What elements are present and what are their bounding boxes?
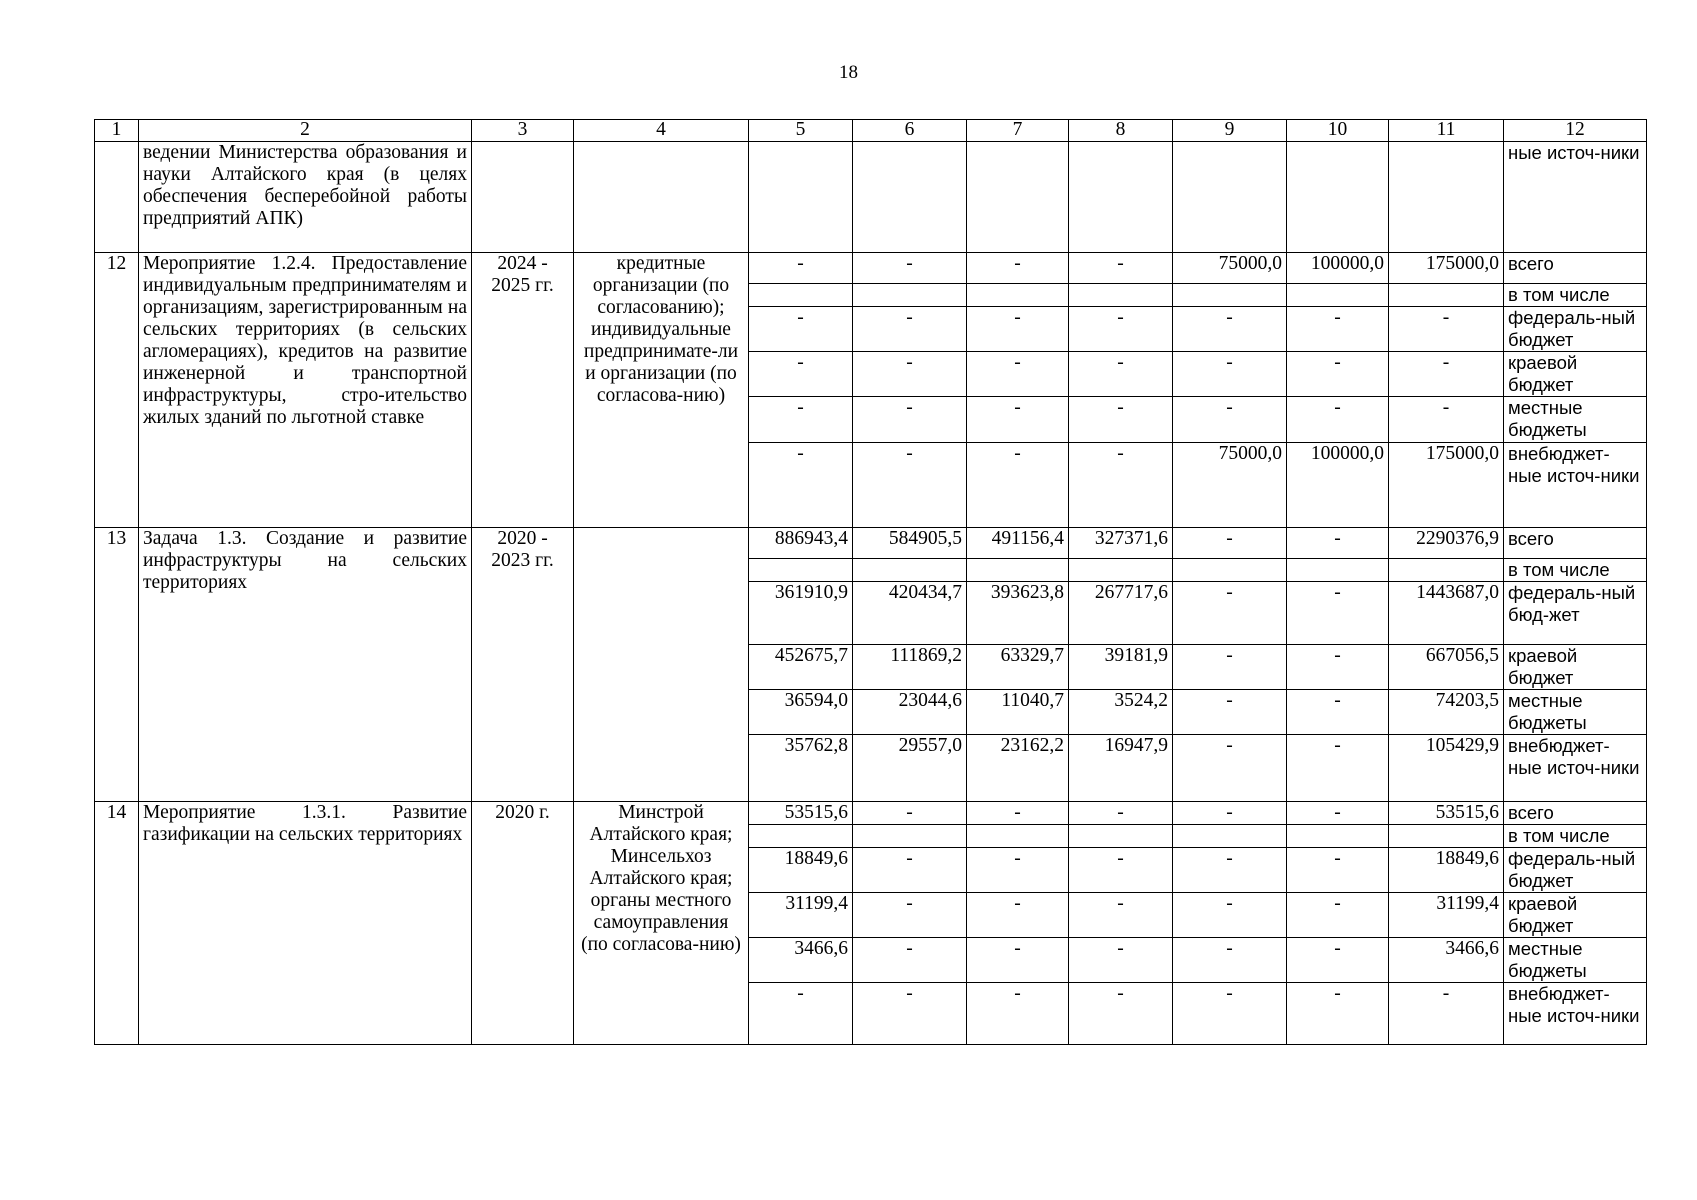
value-cell: 39181,9 [1069, 645, 1173, 690]
row-number-cell: 13 [95, 528, 139, 802]
value-cell: 886943,4 [749, 528, 853, 559]
value-cell [853, 559, 967, 582]
value-cell [967, 284, 1069, 307]
value-cell [1389, 142, 1504, 253]
value-cell: - [1287, 802, 1389, 825]
value-cell: - [967, 983, 1069, 1045]
row-number-cell: 12 [95, 253, 139, 528]
value-cell: - [853, 983, 967, 1045]
header-cell: 4 [574, 120, 749, 142]
value-cell: 420434,7 [853, 582, 967, 645]
header-cell: 8 [1069, 120, 1173, 142]
value-cell: - [967, 938, 1069, 983]
header-cell: 9 [1173, 120, 1287, 142]
funding-source-cell: всего [1504, 253, 1647, 284]
value-cell: - [749, 443, 853, 528]
value-cell [1173, 284, 1287, 307]
value-cell: - [749, 352, 853, 397]
page-number: 18 [839, 62, 858, 83]
funding-source-cell: внебюджет-ные источ-ники [1504, 443, 1647, 528]
value-cell: 63329,7 [967, 645, 1069, 690]
value-cell [1287, 825, 1389, 848]
value-cell: - [1173, 938, 1287, 983]
value-cell: 105429,9 [1389, 735, 1504, 802]
value-cell: 327371,6 [1069, 528, 1173, 559]
funding-source-cell: в том числе [1504, 559, 1647, 582]
executor-cell [574, 528, 749, 802]
value-cell: 35762,8 [749, 735, 853, 802]
value-cell: - [1389, 307, 1504, 352]
value-cell: - [1287, 582, 1389, 645]
value-cell: 31199,4 [1389, 893, 1504, 938]
funding-source-cell: местные бюджеты [1504, 690, 1647, 735]
value-cell: - [1173, 802, 1287, 825]
value-cell [853, 142, 967, 253]
value-cell: 2290376,9 [1389, 528, 1504, 559]
value-cell: - [1069, 848, 1173, 893]
financing-table [94, 119, 1647, 1045]
header-cell: 11 [1389, 120, 1504, 142]
value-cell: 75000,0 [1173, 253, 1287, 284]
funding-source-cell: краевой бюджет [1504, 645, 1647, 690]
value-cell: 175000,0 [1389, 443, 1504, 528]
value-cell [749, 142, 853, 253]
value-cell: - [1069, 893, 1173, 938]
executor-cell [574, 142, 749, 253]
value-cell: - [1287, 735, 1389, 802]
value-cell [1389, 284, 1504, 307]
value-cell [749, 284, 853, 307]
header-cell: 6 [853, 120, 967, 142]
value-cell: - [1389, 397, 1504, 443]
header-cell: 7 [967, 120, 1069, 142]
value-cell: 452675,7 [749, 645, 853, 690]
value-cell [749, 559, 853, 582]
value-cell: - [1287, 938, 1389, 983]
funding-source-cell: внебюджет-ные источ-ники [1504, 983, 1647, 1045]
value-cell: 29557,0 [853, 735, 967, 802]
value-cell: - [1287, 983, 1389, 1045]
value-cell [1287, 284, 1389, 307]
value-cell: - [1069, 352, 1173, 397]
activity-description: Мероприятие 1.2.4. Предоставление индивидуальным предпринимателям и организациям, зарегистрированным на сельских территориях (в сельских агломерациях), кредитов на развитие инженерной и транспортной инфраструктуры, стро-ительство жилых зданий по льготной ставке [139, 253, 472, 528]
activity-description: Мероприятие 1.3.1. Развитие газификации на сельских территориях [139, 802, 472, 1045]
funding-source-cell: в том числе [1504, 825, 1647, 848]
value-cell [967, 559, 1069, 582]
value-cell: - [1069, 443, 1173, 528]
value-cell: 75000,0 [1173, 443, 1287, 528]
funding-source-cell: в том числе [1504, 284, 1647, 307]
value-cell: 267717,6 [1069, 582, 1173, 645]
row-number-cell: 14 [95, 802, 139, 1045]
value-cell [1173, 825, 1287, 848]
value-cell: - [967, 307, 1069, 352]
value-cell: - [1389, 983, 1504, 1045]
value-cell [1287, 142, 1389, 253]
value-cell: 23044,6 [853, 690, 967, 735]
funding-source-cell: всего [1504, 528, 1647, 559]
value-cell: 175000,0 [1389, 253, 1504, 284]
value-cell [1069, 142, 1173, 253]
value-cell: - [1287, 352, 1389, 397]
period-cell [472, 142, 574, 253]
value-cell: - [1069, 938, 1173, 983]
value-cell: - [1173, 735, 1287, 802]
value-cell: 100000,0 [1287, 253, 1389, 284]
activity-row [95, 253, 1647, 284]
activity-row [95, 802, 1647, 825]
header-cell: 5 [749, 120, 853, 142]
value-cell: - [853, 848, 967, 893]
value-cell: - [1173, 397, 1287, 443]
value-cell: - [1173, 352, 1287, 397]
value-cell [853, 284, 967, 307]
value-cell: - [1173, 582, 1287, 645]
value-cell: - [1287, 893, 1389, 938]
value-cell: 18849,6 [749, 848, 853, 893]
value-cell: 31199,4 [749, 893, 853, 938]
header-cell: 2 [139, 120, 472, 142]
activity-description: ведении Министерства образования и науки Алтайского края (в целях обеспечения бесперебойной работы предприятий АПК) [139, 142, 472, 253]
header-cell: 12 [1504, 120, 1647, 142]
value-cell: - [1389, 352, 1504, 397]
funding-source-cell: местные бюджеты [1504, 397, 1647, 443]
funding-source-cell: краевой бюджет [1504, 893, 1647, 938]
value-cell: - [853, 938, 967, 983]
value-cell [967, 825, 1069, 848]
header-cell: 1 [95, 120, 139, 142]
value-cell: - [967, 802, 1069, 825]
value-cell [1287, 559, 1389, 582]
value-cell: 36594,0 [749, 690, 853, 735]
value-cell: - [1069, 802, 1173, 825]
value-cell: 3466,6 [749, 938, 853, 983]
funding-source-cell: федераль-ный бюджет [1504, 848, 1647, 893]
value-cell: - [1287, 307, 1389, 352]
funding-source-cell: федераль-ный бюд-жет [1504, 582, 1647, 645]
value-cell: - [1287, 645, 1389, 690]
value-cell: - [1173, 690, 1287, 735]
value-cell: - [749, 983, 853, 1045]
value-cell: - [1069, 253, 1173, 284]
value-cell: - [967, 848, 1069, 893]
value-cell: - [1173, 848, 1287, 893]
value-cell [1069, 825, 1173, 848]
value-cell: - [1173, 893, 1287, 938]
value-cell: - [749, 307, 853, 352]
continued-row [95, 142, 1647, 253]
value-cell: - [853, 802, 967, 825]
activity-description: Задача 1.3. Создание и развитие инфраструктуры на сельских территориях [139, 528, 472, 802]
value-cell: - [853, 307, 967, 352]
value-cell: 16947,9 [1069, 735, 1173, 802]
value-cell: - [1173, 983, 1287, 1045]
header-cell: 3 [472, 120, 574, 142]
value-cell: 18849,6 [1389, 848, 1504, 893]
value-cell [1389, 825, 1504, 848]
value-cell: - [749, 397, 853, 443]
value-cell: - [967, 397, 1069, 443]
value-cell [1069, 559, 1173, 582]
period-cell: 2020 г. [472, 802, 574, 1045]
value-cell: 3466,6 [1389, 938, 1504, 983]
funding-source-cell: местные бюджеты [1504, 938, 1647, 983]
value-cell: 3524,2 [1069, 690, 1173, 735]
activity-row [95, 528, 1647, 559]
value-cell: - [853, 443, 967, 528]
value-cell: - [1287, 397, 1389, 443]
value-cell: 53515,6 [1389, 802, 1504, 825]
value-cell: - [1173, 645, 1287, 690]
value-cell: 584905,5 [853, 528, 967, 559]
value-cell [853, 825, 967, 848]
value-cell [749, 825, 853, 848]
value-cell: 393623,8 [967, 582, 1069, 645]
value-cell: 361910,9 [749, 582, 853, 645]
value-cell: - [1069, 397, 1173, 443]
value-cell: 100000,0 [1287, 443, 1389, 528]
funding-source-cell: внебюджет-ные источ-ники [1504, 735, 1647, 802]
header-row [95, 120, 1647, 142]
value-cell: 11040,7 [967, 690, 1069, 735]
value-cell: - [1173, 528, 1287, 559]
value-cell: 23162,2 [967, 735, 1069, 802]
value-cell: - [1069, 983, 1173, 1045]
value-cell: - [967, 253, 1069, 284]
value-cell: - [853, 352, 967, 397]
value-cell [1173, 559, 1287, 582]
value-cell: 111869,2 [853, 645, 967, 690]
value-cell: - [1287, 528, 1389, 559]
value-cell: - [1173, 307, 1287, 352]
value-cell [1173, 142, 1287, 253]
value-cell: - [1287, 690, 1389, 735]
executor-cell: Минстрой Алтайского края; Минсельхоз Алтайского края; органы местного самоуправления (по согласова-нию) [574, 802, 749, 1045]
period-cell: 2024 - 2025 гг. [472, 253, 574, 528]
value-cell: - [967, 352, 1069, 397]
value-cell [967, 142, 1069, 253]
value-cell: 53515,6 [749, 802, 853, 825]
value-cell: - [1069, 307, 1173, 352]
value-cell: 1443687,0 [1389, 582, 1504, 645]
value-cell: 667056,5 [1389, 645, 1504, 690]
value-cell [1389, 559, 1504, 582]
value-cell [1069, 284, 1173, 307]
value-cell: 74203,5 [1389, 690, 1504, 735]
value-cell: - [967, 443, 1069, 528]
value-cell: - [749, 253, 853, 284]
header-cell: 10 [1287, 120, 1389, 142]
value-cell: - [853, 253, 967, 284]
row-number-cell [95, 142, 139, 253]
funding-source-cell: ные источ-ники [1504, 142, 1647, 253]
funding-source-cell: федераль-ный бюджет [1504, 307, 1647, 352]
executor-cell: кредитные организации (по согласованию); индивидуальные предпринимате-ли и организации (по согласова-нию) [574, 253, 749, 528]
funding-source-cell: всего [1504, 802, 1647, 825]
value-cell: 491156,4 [967, 528, 1069, 559]
value-cell: - [853, 397, 967, 443]
funding-source-cell: краевой бюджет [1504, 352, 1647, 397]
value-cell: - [967, 893, 1069, 938]
value-cell: - [853, 893, 967, 938]
period-cell: 2020 - 2023 гг. [472, 528, 574, 802]
value-cell: - [1287, 848, 1389, 893]
